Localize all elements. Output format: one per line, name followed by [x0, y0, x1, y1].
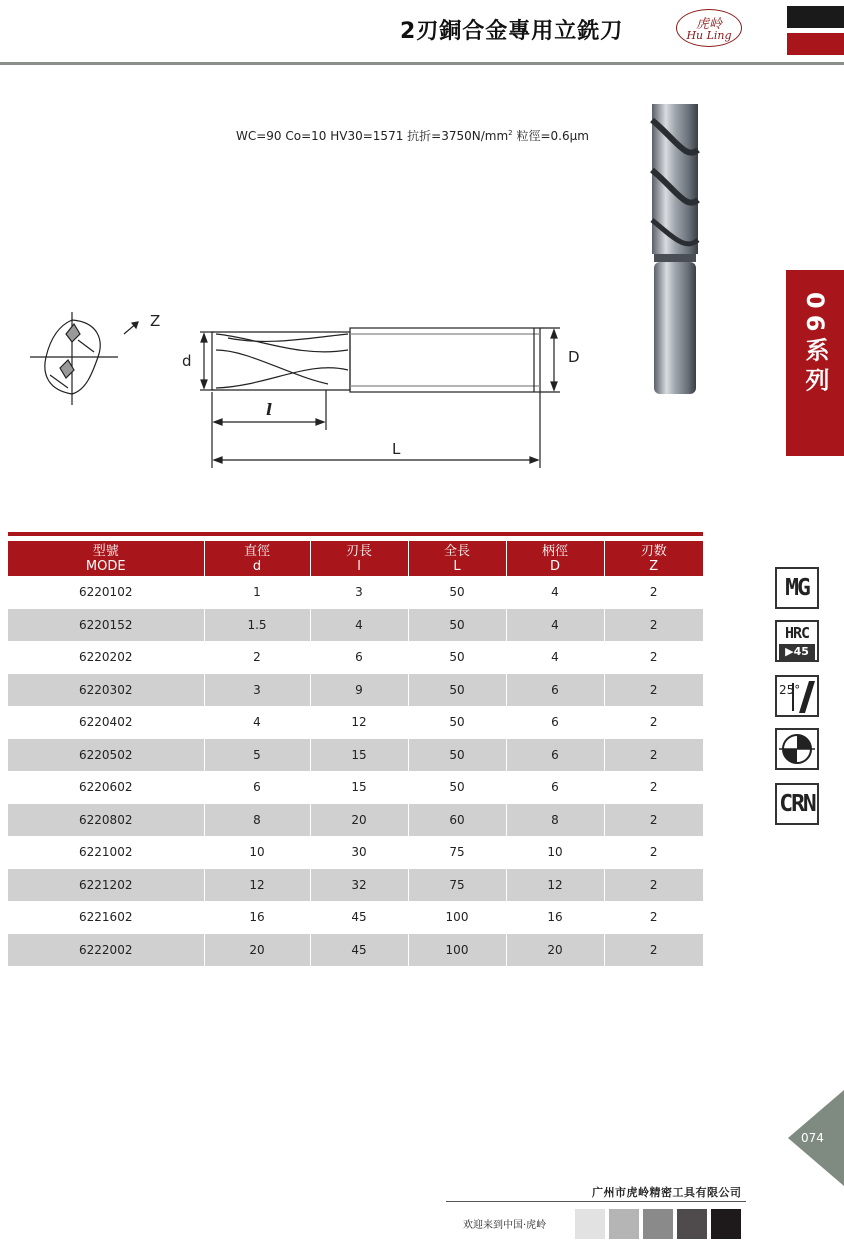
table-cell: 1	[204, 576, 310, 609]
header-divider	[0, 62, 844, 65]
color-swatch	[643, 1209, 673, 1239]
mg-label: MG	[785, 575, 809, 601]
series-tab	[786, 270, 844, 456]
color-swatch	[677, 1209, 707, 1239]
table-cell: 2	[604, 771, 703, 804]
table-header-row	[8, 541, 703, 576]
table-cell: 2	[204, 641, 310, 674]
table-cell: 2	[604, 739, 703, 772]
table-cell: 50	[408, 674, 506, 707]
label-small-l: l	[266, 400, 273, 419]
table-row	[8, 901, 703, 934]
label-small-d: d	[182, 352, 192, 370]
table-cell: 2	[604, 901, 703, 934]
brand-logo	[676, 9, 742, 47]
table-cell: 10	[506, 836, 604, 869]
table-cell: 6220302	[8, 674, 204, 707]
table-cell: 16	[204, 901, 310, 934]
table-cell: 2	[604, 674, 703, 707]
table-cell: 4	[310, 609, 408, 642]
helix-angle-label: 25°	[779, 683, 801, 697]
table-cell: 6	[204, 771, 310, 804]
helix-stripe-icon	[777, 677, 817, 715]
table-cell: 100	[408, 901, 506, 934]
table-row	[8, 609, 703, 642]
spec-text: WC=90 Co=10 HV30=1571 抗折=3750N/mm	[236, 129, 509, 143]
table-cell: 2	[604, 836, 703, 869]
table-top-rule	[8, 532, 703, 536]
table-cell: 6220402	[8, 706, 204, 739]
two-flute-icon	[775, 728, 819, 770]
table-cell: 4	[506, 576, 604, 609]
table-cell: 4	[204, 706, 310, 739]
crn-icon	[775, 783, 819, 825]
table-row	[8, 869, 703, 902]
table-cell: 1.5	[204, 609, 310, 642]
table-cell: 60	[408, 804, 506, 837]
header-flutes: 刃数 Z	[604, 541, 703, 576]
table-cell: 3	[204, 674, 310, 707]
label-z: Z	[150, 312, 161, 330]
header-shank-diameter: 柄徑 D	[506, 541, 604, 576]
header-diameter: 直徑 d	[204, 541, 310, 576]
spec-tail: 粒徑=0.6μm	[512, 129, 589, 143]
table-cell: 2	[604, 576, 703, 609]
two-flute-shape-icon	[777, 730, 817, 768]
table-cell: 6	[310, 641, 408, 674]
company-name: 广州市虎岭精密工具有限公司	[592, 1186, 742, 1199]
table-cell: 32	[310, 869, 408, 902]
table-row	[8, 739, 703, 772]
table-cell: 6	[506, 706, 604, 739]
footer-rule	[446, 1201, 746, 1202]
table-cell: 6220802	[8, 804, 204, 837]
page-title: 2刃銅合金專用立銑刀	[400, 19, 624, 44]
table-row	[8, 934, 703, 967]
table-cell: 50	[408, 771, 506, 804]
color-swatch	[609, 1209, 639, 1239]
table-row	[8, 771, 703, 804]
table-cell: 30	[310, 836, 408, 869]
table-cell: 6220602	[8, 771, 204, 804]
hrc-value: ▶45	[779, 644, 815, 660]
table-cell: 15	[310, 739, 408, 772]
material-spec	[236, 127, 589, 144]
end-mill-photo	[646, 100, 704, 402]
table-cell: 2	[604, 609, 703, 642]
table-row	[8, 706, 703, 739]
end-mill-drawing	[28, 290, 588, 480]
hrc-label: HRC	[784, 624, 810, 642]
table-cell: 2	[604, 641, 703, 674]
hrc-icon	[775, 620, 819, 662]
table-cell: 6220502	[8, 739, 204, 772]
logo-chinese: 虎岭	[695, 17, 722, 32]
table-cell: 6222002	[8, 934, 204, 967]
table-row	[8, 836, 703, 869]
table-cell: 6221202	[8, 869, 204, 902]
table-cell: 45	[310, 901, 408, 934]
table-cell: 12	[204, 869, 310, 902]
table-cell: 6	[506, 739, 604, 772]
header-black-bar	[787, 6, 844, 28]
table-cell: 100	[408, 934, 506, 967]
table-row	[8, 576, 703, 609]
table-cell: 6220102	[8, 576, 204, 609]
table-cell: 2	[604, 869, 703, 902]
table-cell: 20	[310, 804, 408, 837]
table-cell: 50	[408, 641, 506, 674]
color-swatch	[575, 1209, 605, 1239]
helix-angle-icon	[775, 675, 819, 717]
table-cell: 6221602	[8, 901, 204, 934]
table-cell: 6	[506, 771, 604, 804]
table-cell: 4	[506, 641, 604, 674]
table-cell: 6220202	[8, 641, 204, 674]
spec-table	[8, 541, 703, 966]
table-cell: 2	[604, 934, 703, 967]
table-cell: 12	[310, 706, 408, 739]
table-cell: 45	[310, 934, 408, 967]
welcome-text: 欢迎来到中国·虎岭	[463, 1220, 547, 1231]
table-row	[8, 674, 703, 707]
table-cell: 2	[604, 706, 703, 739]
table-cell: 50	[408, 739, 506, 772]
table-cell: 15	[310, 771, 408, 804]
crn-label: CRN	[779, 791, 815, 817]
header-red-bar	[787, 33, 844, 55]
table-cell: 5	[204, 739, 310, 772]
header-mode: 型號 MODE	[8, 541, 204, 576]
table-cell: 6221002	[8, 836, 204, 869]
table-cell: 75	[408, 869, 506, 902]
table-row	[8, 641, 703, 674]
table-cell: 3	[310, 576, 408, 609]
table-cell: 75	[408, 836, 506, 869]
header-overall-length: 全長 L	[408, 541, 506, 576]
table-cell: 6	[506, 674, 604, 707]
table-cell: 10	[204, 836, 310, 869]
spec-superscript: 2	[508, 129, 513, 137]
table-cell: 6220152	[8, 609, 204, 642]
table-cell: 20	[204, 934, 310, 967]
table-cell: 12	[506, 869, 604, 902]
series-label: 06系列	[801, 292, 829, 398]
table-cell: 50	[408, 706, 506, 739]
mg-icon	[775, 567, 819, 609]
color-swatch	[711, 1209, 741, 1239]
table-cell: 20	[506, 934, 604, 967]
table-cell: 2	[604, 804, 703, 837]
logo-pinyin: Hu Ling	[686, 29, 732, 42]
table-cell: 8	[204, 804, 310, 837]
table-cell: 9	[310, 674, 408, 707]
table-cell: 50	[408, 576, 506, 609]
label-big-l: L	[392, 440, 401, 458]
header-flute-length: 刃長 l	[310, 541, 408, 576]
table-cell: 4	[506, 609, 604, 642]
label-big-d: D	[568, 348, 580, 366]
table-cell: 8	[506, 804, 604, 837]
page-number: 074	[801, 1131, 824, 1145]
table-cell: 16	[506, 901, 604, 934]
table-row	[8, 804, 703, 837]
table-cell: 50	[408, 609, 506, 642]
